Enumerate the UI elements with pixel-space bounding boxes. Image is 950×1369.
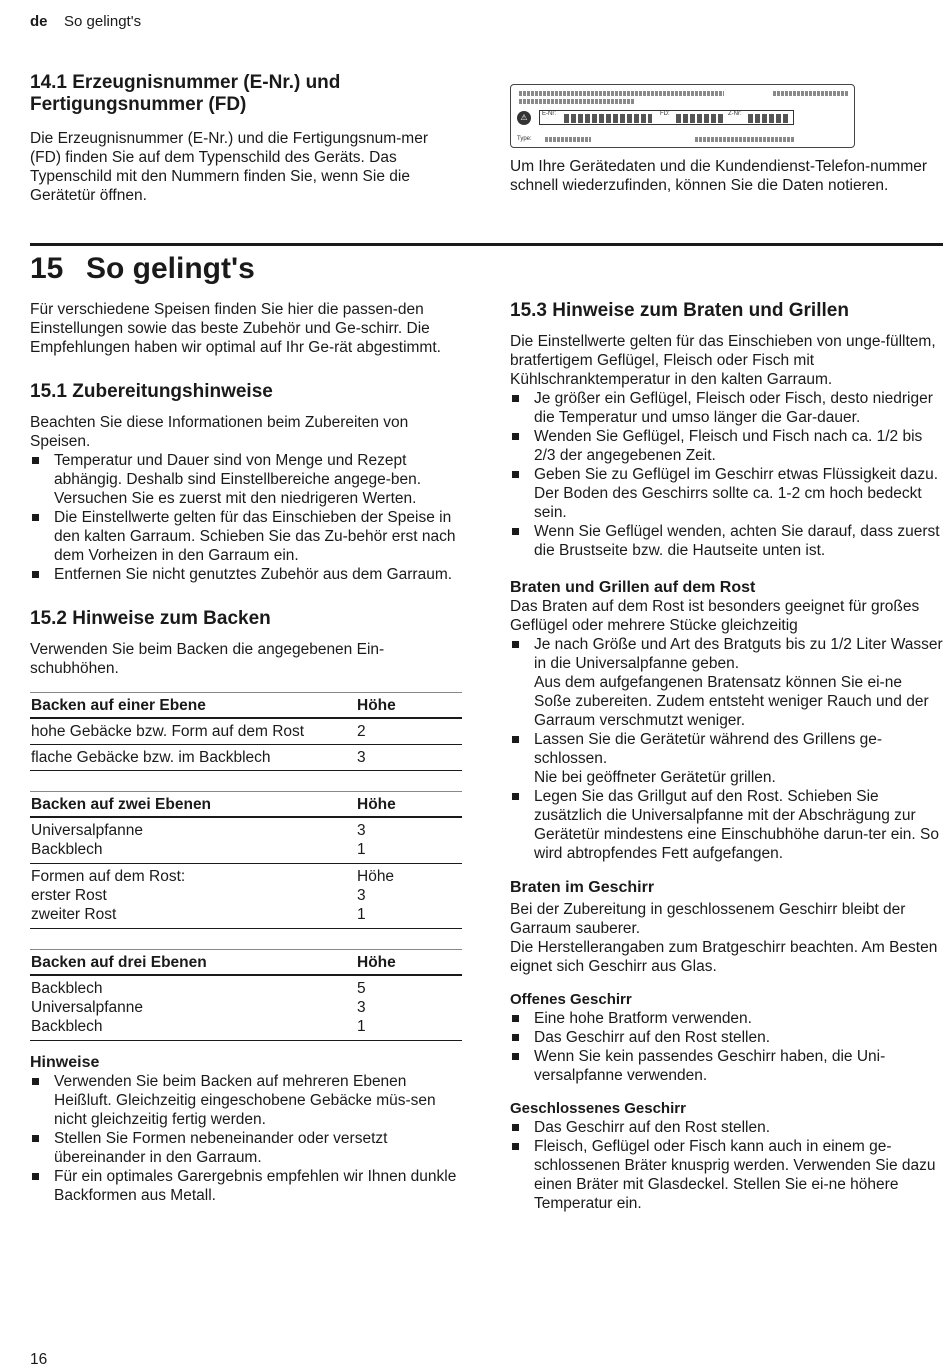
list-item-text: Lassen Sie die Gerätetür während des Grillens ge-schlossen. <box>534 731 883 767</box>
section-15-3-heading: 15.3 Hinweise zum Braten und Grillen <box>510 300 849 321</box>
plate-znr-label: Z-Nr: <box>728 111 742 117</box>
table-row <box>30 886 462 905</box>
geschlossen-heading: Geschlossenes Geschirr <box>510 1100 686 1117</box>
offen-heading: Offenes Geschirr <box>510 991 632 1008</box>
hints-heading: Hinweise <box>30 1054 100 1071</box>
section-14-1 <box>30 72 460 205</box>
chapter-heading <box>30 252 255 286</box>
table-row <box>30 998 462 1017</box>
table-row <box>30 840 462 864</box>
rost-text: Das Braten auf dem Rost ist besonders geeignet für großes Geflügel oder mehrere Stücke gleichzeitig <box>510 598 920 634</box>
chapter-divider <box>30 243 943 246</box>
plate-enr-label: E-Nr: <box>542 111 556 117</box>
table-cell: Universalpfanne <box>31 822 144 839</box>
geschirr-text-2: Die Herstellerangaben zum Bratgeschirr beachten. Am Besten eignet sich Geschirr aus Glas. <box>510 939 938 975</box>
running-header-title: So gelingt's <box>64 13 142 30</box>
section-15-1-heading: 15.1 Zubereitungshinweise <box>30 381 273 402</box>
list-item: Entfernen Sie nicht genutztes Zubehör aus dem Garraum. <box>30 565 462 584</box>
table-cell: 1 <box>356 905 462 929</box>
left-column <box>30 300 462 1205</box>
list-item-text: Je nach Größe und Art des Bratguts bis zu 1/2 Liter Wasser in die Universalpfanne geben. <box>534 636 943 672</box>
list-item: Temperatur und Dauer sind von Menge und Rezept abhängig. Deshalb sind Einstellbereiche angege-ben. Versuchen Sie es zuerst mit den niedrigeren Werten. <box>30 451 462 508</box>
list-item: Wenn Sie kein passendes Geschirr haben, die Uni-versalpfanne verwenden. <box>510 1047 943 1085</box>
section-15-2-heading: 15.2 Hinweise zum Backen <box>30 608 271 629</box>
list-item <box>510 635 943 730</box>
hints-list <box>30 1072 462 1205</box>
list-item: Stellen Sie Formen nebeneinander oder versetzt übereinander in den Garraum. <box>30 1129 462 1167</box>
table-cell: 1 <box>356 840 462 864</box>
warning-logo-icon: ⚠ <box>517 111 531 125</box>
table-row <box>30 864 462 887</box>
section-15-3-list <box>510 389 943 560</box>
list-item: Wenden Sie Geflügel, Fleisch und Fisch nach ca. 1/2 bis 2/3 der angegebenen Zeit. <box>510 427 943 465</box>
table-row <box>30 718 462 745</box>
plate-type-label: Type: <box>517 136 532 142</box>
table-header-cell: Backen auf drei Ebenen <box>30 950 356 976</box>
table-header-cell: Höhe <box>356 950 462 976</box>
baking-levels-table <box>30 692 462 1041</box>
rost-heading: Braten und Grillen auf dem Rost <box>510 579 756 596</box>
table-cell: zweiter Rost <box>30 905 356 929</box>
table-cell: Höhe <box>357 868 395 885</box>
table-cell: 3 <box>357 887 366 904</box>
list-item: Für ein optimales Garergebnis empfehlen wir Ihnen dunkle Backformen aus Metall. <box>30 1167 462 1205</box>
chapter-intro: Für verschiedene Speisen finden Sie hier die passen-den Einstellungen sowie das beste Zubehör und Ge-schirr. Die Empfehlungen haben wir optimal auf Ihr Ge-rät abgestimmt. <box>30 301 441 356</box>
table-header-cell: Höhe <box>356 792 462 818</box>
list-item: Verwenden Sie beim Backen auf mehreren Ebenen Heißluft. Gleichzeitig eingeschobene Gebäcke müs-sen nicht gleichzeitig fertig werden. <box>30 1072 462 1129</box>
page-number: 16 <box>30 1351 48 1368</box>
table-header-row <box>30 792 462 818</box>
table-cell: Universalpfanne <box>31 999 144 1016</box>
table-row <box>30 905 462 929</box>
list-item: Fleisch, Geflügel oder Fisch kann auch in einem ge-schlossenen Bräter knusprig werden. Verwenden Sie dazu einen Bräter mit Glasdeckel. Stellen Sie ei-ne höhere Temperatur ein. <box>510 1137 943 1213</box>
list-item: Je größer ein Geflügel, Fleisch oder Fisch, desto niedriger die Temperatur und umso länger die Gar-dauer. <box>510 389 943 427</box>
table-cell: 1 <box>356 1017 462 1041</box>
table-cell: 5 <box>357 980 366 997</box>
table-cell: 3 <box>357 822 366 839</box>
table-header-row <box>30 693 462 719</box>
table-cell: Backblech <box>30 840 356 864</box>
list-item: Wenn Sie Geflügel wenden, achten Sie darauf, dass zuerst die Brustseite bzw. die Hautseite unten ist. <box>510 522 943 560</box>
section-14-1-text: Die Erzeugnisnummer (E-Nr.) und die Fertigungsnum-mer (FD) finden Sie auf dem Typenschild des Geräts. Das Typenschild mit den Nummern finden Sie, wenn Sie die Gerätetür öffnen. <box>30 130 428 204</box>
rating-plate-note <box>510 157 940 195</box>
plate-fd-label: FD: <box>660 111 670 117</box>
right-column <box>510 300 943 1213</box>
rost-list <box>510 635 943 863</box>
list-item-extra: Nie bei geöffneter Gerätetür grillen. <box>534 769 776 786</box>
geschlossen-list <box>510 1118 943 1213</box>
table-cell: 2 <box>356 718 462 745</box>
geschirr-text-1: Bei der Zubereitung in geschlossenem Geschirr bleibt der Garraum sauberer. <box>510 901 906 937</box>
chapter-title: So gelingt's <box>86 252 255 285</box>
section-15-3-text: Die Einstellwerte gelten für das Einschieben von unge-fülltem, bratfertigem Geflügel, Fleisch oder Fisch mit Kühlschranktemperatur in den kalten Garraum. <box>510 333 936 388</box>
table-header-cell: Höhe <box>356 693 462 719</box>
section-15-1-list <box>30 451 462 584</box>
table-row <box>30 745 462 771</box>
list-item: Geben Sie zu Geflügel im Geschirr etwas Flüssigkeit dazu. Der Boden des Geschirrs sollte ca. 1-2 cm hoch bedeckt sein. <box>510 465 943 522</box>
section-14-1-heading: 14.1 Erzeugnisnummer (E-Nr.) und Fertigungsnummer (FD) <box>30 72 341 115</box>
table-header-cell: Backen auf zwei Ebenen <box>30 792 356 818</box>
list-item: Eine hohe Bratform verwenden. <box>510 1009 943 1028</box>
table-cell: 3 <box>357 999 366 1016</box>
section-15-2-text: Verwenden Sie beim Backen die angegebenen Ein-schubhöhen. <box>30 641 385 677</box>
list-item: Legen Sie das Grillgut auf den Rost. Schieben Sie zusätzlich die Universalpfanne mit der Abschrägung zur Gerätetür mindestens eine Einschubhöhe darun-ter ein. So wird abtropfendes Fett aufgefangen. <box>510 787 943 863</box>
table-row <box>30 1017 462 1041</box>
table-row <box>30 975 462 998</box>
language-code: de <box>30 13 48 30</box>
table-cell: hohe Gebäcke bzw. Form auf dem Rost <box>30 718 356 745</box>
section-15-1-text: Beachten Sie diese Informationen beim Zubereiten von Speisen. <box>30 414 409 450</box>
table-cell: erster Rost <box>31 887 107 904</box>
list-item-extra: Aus dem aufgefangenen Bratensatz können Sie ei-ne Soße zubereiten. Zudem entsteht weniger Rauch und der Garraum verschmutzt weniger. <box>534 674 929 729</box>
table-header-row <box>30 950 462 976</box>
list-item <box>510 730 943 787</box>
rating-plate-number-box <box>539 110 794 125</box>
table-cell: Backblech <box>31 980 103 997</box>
chapter-number: 15 <box>30 252 64 285</box>
list-item: Das Geschirr auf den Rost stellen. <box>510 1028 943 1047</box>
geschirr-heading: Braten im Geschirr <box>510 879 655 896</box>
list-item: Die Einstellwerte gelten für das Einschieben der Speise in den kalten Garraum. Schieben Sie das Zu-behör erst nach dem Vorheizen in den Garraum ein. <box>30 508 462 565</box>
table-cell: 3 <box>356 745 462 771</box>
offen-list <box>510 1009 943 1085</box>
rating-plate-illustration <box>510 84 855 148</box>
table-cell: flache Gebäcke bzw. im Backblech <box>30 745 356 771</box>
rating-plate-note-text: Um Ihre Gerätedaten und die Kundendienst-Telefon-nummer schnell wiederzufinden, können Sie die Daten notieren. <box>510 158 928 194</box>
list-item: Das Geschirr auf den Rost stellen. <box>510 1118 943 1137</box>
table-cell: Backblech <box>30 1017 356 1041</box>
table-cell: Formen auf dem Rost: <box>31 868 186 885</box>
table-row <box>30 817 462 840</box>
table-header-cell: Backen auf einer Ebene <box>30 693 356 719</box>
